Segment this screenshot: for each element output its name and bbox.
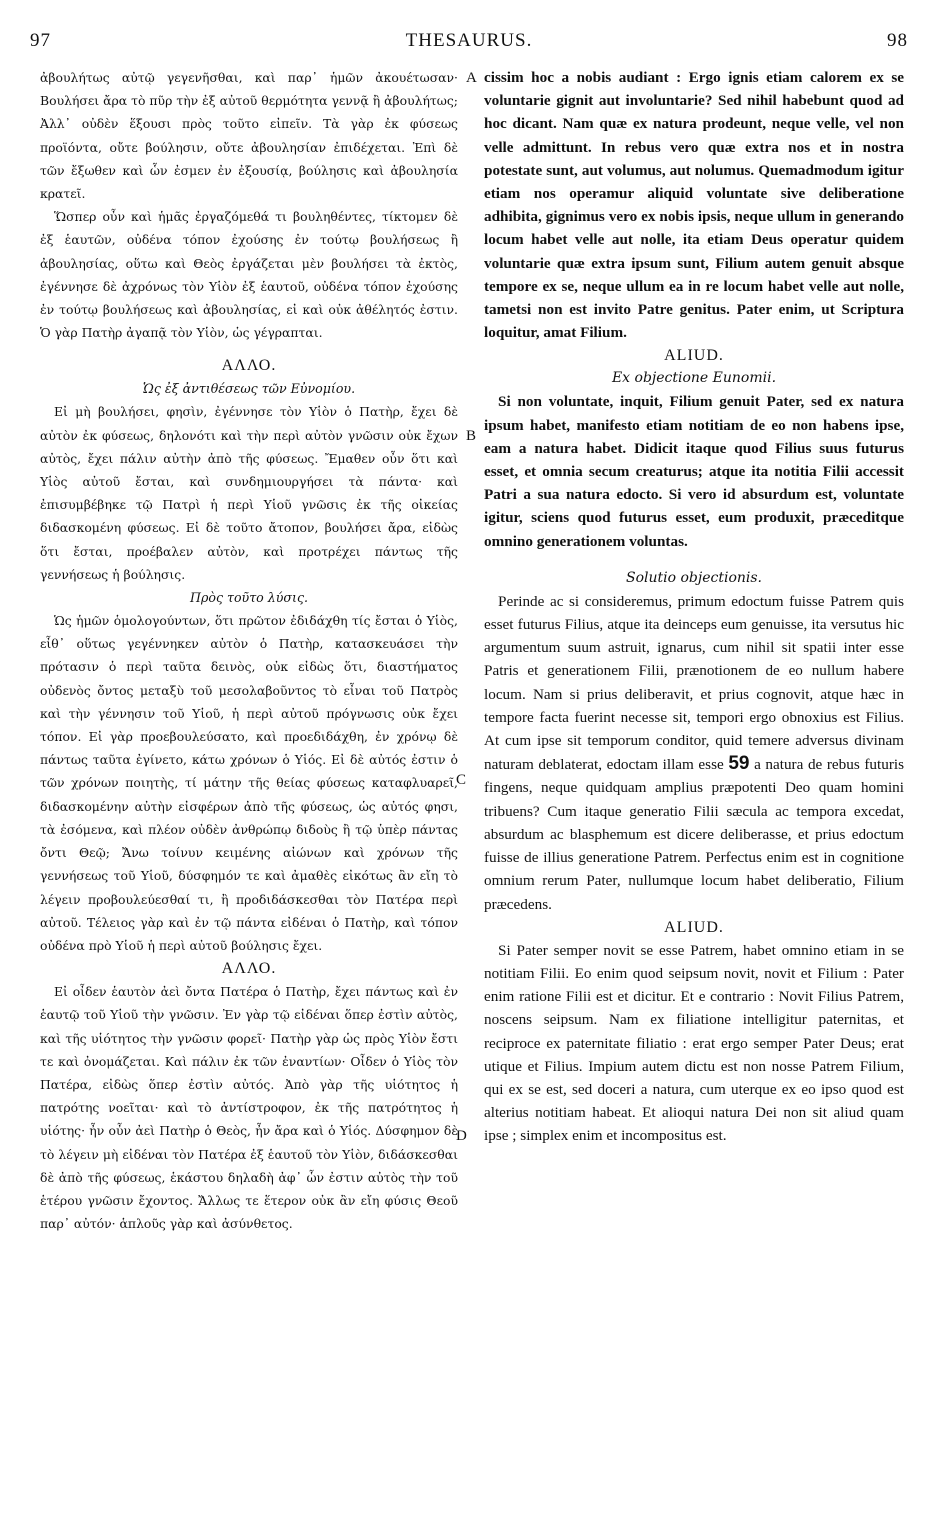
greek-subheading: Πρὸς τοῦτο λύσις.	[189, 590, 308, 606]
latin-paragraph: Si non voluntate, inquit, Filium genuit Pater, sed ex natura ipsum habet, manifesto etiam notitiam de eo non habens ipse, eam a natura habet. Didicit itaque quod Filius suus futurus esset, et omnia secum creaturus; atque ita notitia Filii accessit Patri a sua natura edocto. Si vero id absurdum est, voluntate igitur, sciens quod futurus esset, eum produxit, præceditque omnino generationem voluntas.	[484, 393, 904, 550]
margin-letter-b: B	[466, 428, 477, 444]
latin-subheading: Solutio objectionis.	[625, 569, 762, 586]
original-page-number: 59	[728, 753, 750, 775]
latin-subheading: Ex objectione Eunomii.	[611, 370, 777, 387]
latin-text: a natura de rebus futuris fingens, neque quidquam amplius præpotenti Deo quam homini tribuens? Cum itaque generatio Filii sæcula ac tempora excedat, absurdum ac blasphemum est dicere deliberasse, et prius edoctum fuisse de illius generatione Patrem. Perfectus enim est in cognitione omnium rerum Pater, nullumque locum habet deliberatio, Filium præcedens.	[484, 756, 905, 913]
greek-heading-allo: ΑΛΛΟ.	[221, 960, 277, 978]
latin-heading-aliud: ALIUD.	[664, 918, 724, 936]
margin-letter-a: A	[466, 70, 477, 86]
latin-text: Perinde ac si consideremus, primum edoctum fuisse Patrem quis esset futurus Filius, atque ita deinceps eum genuisse, ita versutus hic argumentum suum astruit, ignarus, cum nihil sit spatii inter esse Patris et generationem Filii, prænotionem de eo nullum habere locum. Nam si prius deliberavit, et prius cognovit, atque hæc in tempore facta fuerint necesse sit, tempori ergo obnoxius est Filius. At cum ipse sit temporum conditor, quid temere adversus divinam naturam deblaterat, edoctam illam esse	[484, 592, 904, 774]
latin-paragraph	[484, 590, 904, 916]
greek-paragraph: Εἰ οἶδεν ἑαυτὸν ἀεὶ ὄντα Πατέρα ὁ Πατὴρ, ἔχει πάντως καὶ ἐν ἑαυτῷ τοῦ Υἱοῦ τὴν γνῶσιν. Ἐν γὰρ τῷ εἰδέναι ὅπερ ἐστὶν αὐτὸς, καὶ τῆς υἱότητος τὴν γνῶσιν φορεῖ· Πατὴρ γὰρ ὡς πρὸς Υἱὸν ἔστι τε καὶ ὀνομάζεται. Καὶ πάλιν ἐκ τῶν ἐναντίων· Οἶδεν ὁ Υἱὸς τὸν Πατέρα, εἰδὼς ὅπερ ἐστὶν αὐτός. Ἀπὸ γὰρ τῆς υἱότητος ἡ πατρότης νοεῖται· καὶ τὸ ἀντίστροφον, ἐκ τῆς πατρότητος ἡ υἱότης· ἦν οὖν ἀεὶ Πατὴρ ὁ Θεὸς, ἦν ἄρα καὶ ὁ Υἱός. Δύσφημον δὲ τὸ λέγειν μὴ εἰδέναι τὸν Πατέρα ἐξ ἑαυτοῦ τὸν Υἱὸν, διδάσκεσθαι δὲ ἀπὸ τῆς φύσεως, ἑκάστου δηλαδὴ ἀφ᾽ ὧν ἐστιν αὐτὸς τὴν τοῦ ἑτέρου γνῶσιν ἔχοντος. Ἄλλως τε ἕτερον οὐκ ἂν εἴη φύσις Θεοῦ παρ᾽ αὐτόν· ἁπλοῦς γὰρ καὶ ἀσύνθετος.	[40, 984, 458, 1232]
page-header	[30, 30, 908, 54]
left-page-number: 97	[30, 30, 51, 51]
latin-column	[484, 66, 904, 1148]
greek-paragraph: ἀβουλήτως αὐτῷ γεγενῆσθαι, καὶ παρ᾽ ἡμῶν ἀκουέτωσαν· Βουλήσει ἄρα τὸ πῦρ τὴν ἐξ αὐτοῦ θερμότητα γεννᾷ ἢ ἀβουλήτως; Ἀλλ᾽ οὐδὲν ἕξουσι πρὸς τοῦτο εἰπεῖν. Τὰ γὰρ ἐκ φύσεως προϊόντα, οὔτε βούλησιν, οὔτε ἀβουλησίαν ἐπιδέχεται. Ἐπὶ δὲ τῶν ἔξωθεν καὶ ὧν ἐσμεν ἐν ἐξουσίᾳ, βούλησις καὶ ἀβουλησία κρατεῖ.	[40, 70, 458, 202]
greek-subheading: Ὡς ἐξ ἀντιθέσεως τῶν Εὐνομίου.	[142, 381, 356, 397]
latin-heading-aliud: ALIUD.	[664, 347, 724, 365]
margin-letter-d: D	[456, 1128, 467, 1144]
greek-paragraph: Εἰ μὴ βουλήσει, φησὶν, ἐγέννησε τὸν Υἱὸν ὁ Πατὴρ, ἔχει δὲ αὐτὸν ἐκ φύσεως, δηλονότι καὶ τὴν περὶ αὐτὸν γνῶσιν οὐκ ἔχων αὐτὸς, ἔχει πάλιν αὐτὴν ἀπὸ τῆς φύσεως. Ἔμαθεν οὖν ὅτι καὶ Υἱὸς αὐτοῦ ἔσται, καὶ συνδημιουργήσει τὰ πάντα· καὶ ἐπισυμβέβηκε τῷ Πατρὶ ἡ περὶ Υἱοῦ γνῶσις ἐκ τῆς οἰκείας διδασκομένη φύσεως. Εἰ δὲ τοῦτο ἄτοπον, βουλήσει ἄρα, εἰδὼς ὅτι ἔσται, προέβαλεν αὐτὸν, καὶ προτρέχει πάντως τῆς γεννήσεως ἡ βούλησις.	[40, 404, 458, 582]
greek-heading-allo: ΑΛΛΟ.	[221, 357, 277, 375]
latin-paragraph: cissim hoc a nobis audiant : Ergo ignis etiam calorem ex se voluntarie gignit aut involuntarie? Sed nihil habebunt quod ad hoc dicant. Nam quæ ex natura prodeunt, neque velle, vel non velle admittunt. In rebus vero quæ extra nos et in nostra potestate sunt, aut volumus, aut nolumus. Quemadmodum igitur etiam nos operamur aliquid voluntate sive deliberatione adhibita, gignimus vero ex nobis ipsis, neque ullum in generando locum habet velle aut nolle, ita etiam Deus operatur quidem voluntarie quæ extra ipsum sunt, Filium autem genuit absque tempore ex se, neque ullum ea in re locum habet velle aut nolle, tametsi non est invito Patre genitus. Pater enim, ut Scriptura loquitur, amat Filium.	[484, 69, 904, 342]
running-title: THESAURUS.	[405, 30, 533, 51]
greek-column	[40, 66, 458, 1235]
greek-paragraph: Ὥσπερ οὖν καὶ ἡμᾶς ἐργαζόμεθά τι βουληθέντες, τίκτομεν δὲ ἐξ ἑαυτῶν, οὐδένα τόπον ἐχούσης ἐν τούτῳ βουλήσεως ἢ ἀβουλησίας, οὕτω καὶ Θεὸς ἐργάζεται μὲν βουλήσει τὰ ἐκτὸς, ἐγέννησε δὲ ἀχρόνως τὸν Υἱὸν ἐξ ἑαυτοῦ, οὐδένα τόπον ἐχούσης ἐν τούτῳ βουλήσεως καὶ ἀβουλησίας, εἰ καὶ οὐκ ἀθέλητός ἐστιν. Ὁ γὰρ Πατὴρ ἀγαπᾷ τὸν Υἱὸν, ὡς γέγραπται.	[40, 209, 458, 341]
right-page-number: 98	[887, 30, 908, 51]
latin-paragraph: Si Pater semper novit se esse Patrem, habet omnino etiam in se notitiam Filii. Eo enim quod seipsum novit, novit et Filium : Pater enim ratione Filii est et dicitur. Et e contrario : Novit Filius Patrem, noscens seipsum. Nam ex filiatione intelligitur paternitas, et reciproce ex paternitate filiatio : erat ergo semper Pater Deus; erat utique et Filius. Impium autem dictu est non nosse Patrem Filium, qui ex se est, sed doceri a natura, cum uterque ex eo ipso quod est alterius notitiam habeat. Et alioqui natura Dei non sit aliud quam ipse ; simplex enim et incompositus est.	[484, 941, 904, 1145]
greek-paragraph: Ὡς ἡμῶν ὁμολογούντων, ὅτι πρῶτον ἐδιδάχθη τίς ἔσται ὁ Υἱὸς, εἶθ᾽ οὕτως γεγέννηκεν αὐτὸν ὁ Πατὴρ, κατασκευάσει τὴν πρότασιν ὁ περὶ ταῦτα δεινὸς, οὐκ εἰδὼς ὅτι, διαστήματος οὐδενὸς ὄντος μεταξὺ τοῦ μεσολαβοῦντος τὸ εἶναι τοῦ Πατρὸς καὶ τὴν γέννησιν τοῦ Υἱοῦ, ἡ περὶ αὐτοῦ πρόγνωσις οὐκ ἔχει τόπον. Εἰ γὰρ προεβουλεύσατο, καὶ προεδιδάχθη, ἐν χρόνῳ δὲ πάντως ταῦτα ἐγίνετο, κάτω χρόνων ὁ Υἱός. Εἰ δὲ αὐτός ἐστιν ὁ τῶν χρόνων ποιητὴς, τί μάτην τῆς θείας φύσεως καταφλυαρεῖ, διδασκομένην αὐτὴν εἰσφέρων ἀπὸ τῆς φύσεως, ὡς αὐτός φησι, τὰ ἐσόμενα, καὶ πλέον οὐδὲν ἀνθρώπῳ διδοὺς ἢ τῷ ὑπὲρ πάντας ὄντι Θεῷ; Ἄνω τοίνυν κειμένης αἰώνων καὶ χρόνων τῆς γεννήσεως τοῦ Υἱοῦ, δύσφημόν τε καὶ ἀμαθὲς εἰκότως ἂν εἴη τὸ λέγειν προβουλεύεσθαί τι, ἢ προδιδάσκεσθαι τὸν Πατέρα περὶ αὐτοῦ. Τέλειος γὰρ καὶ ἐν τῷ πάντα εἰδέναι ὁ Πατὴρ, καὶ τόπον οὐδένα πρὸ Υἱοῦ ἡ περὶ αὐτοῦ βούλησις ἔχει.	[40, 613, 458, 953]
margin-letter-c: C	[456, 772, 467, 788]
